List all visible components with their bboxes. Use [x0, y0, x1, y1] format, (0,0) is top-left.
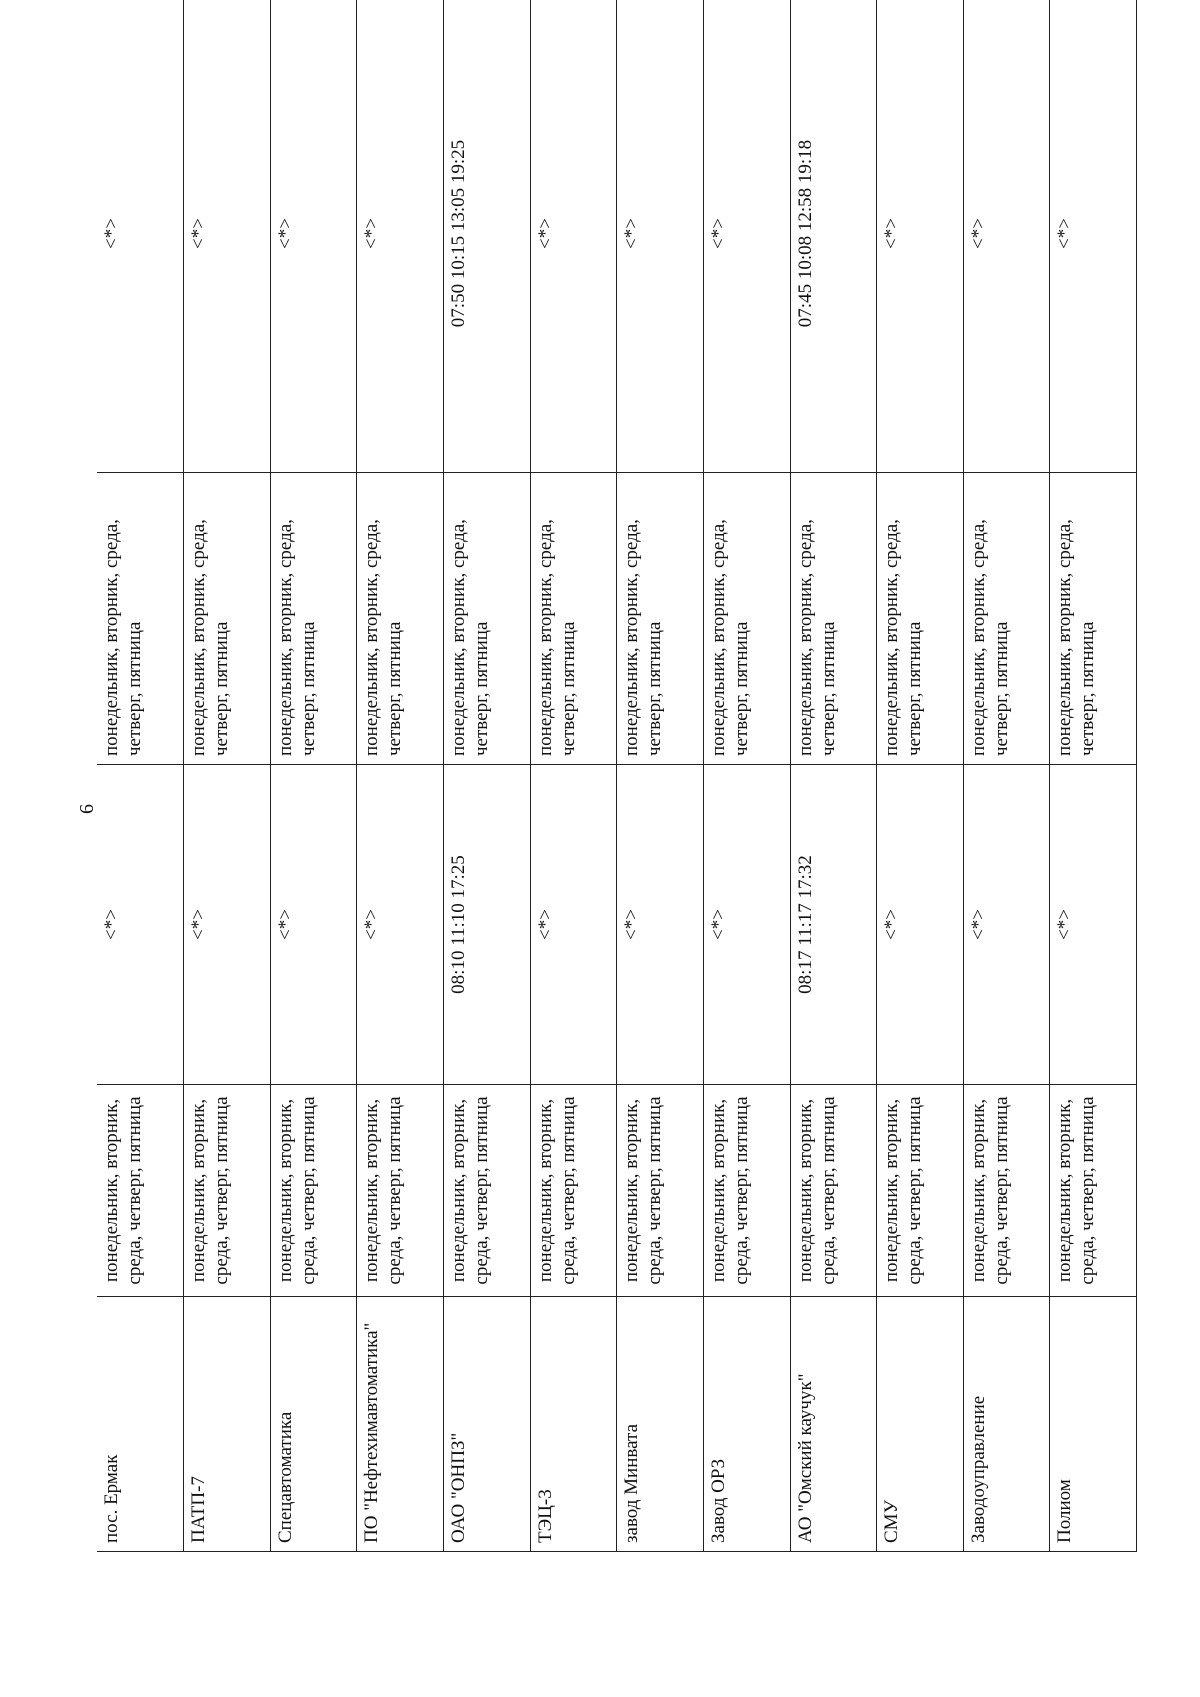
times-forward-cell: 08:10 11:10 17:25	[444, 765, 531, 1085]
days-return-cell: понедельник, вторник, среда, четверг, пятница	[444, 473, 531, 765]
stop-name-cell: ОАО "ОНПЗ"	[444, 1297, 531, 1552]
stop-name-cell: завод Минвата	[617, 1297, 704, 1552]
schedule-body	[97, 0, 1137, 1552]
days-forward-cell: понедельник, вторник, среда, четверг, пятница	[617, 1085, 704, 1297]
times-return-cell: <*>	[703, 0, 790, 473]
times-forward-cell: <*>	[97, 765, 184, 1085]
days-return-cell: понедельник, вторник, среда, четверг, пятница	[184, 473, 271, 765]
days-forward-cell: понедельник, вторник, среда, четверг, пятница	[184, 1085, 271, 1297]
days-forward-cell: понедельник, вторник, среда, четверг, пятница	[1050, 1085, 1137, 1297]
days-forward-cell: понедельник, вторник, среда, четверг, пятница	[963, 1085, 1050, 1297]
days-forward-cell: понедельник, вторник, среда, четверг, пятница	[270, 1085, 357, 1297]
times-forward-cell: <*>	[357, 765, 444, 1085]
days-forward-cell: понедельник, вторник, среда, четверг, пятница	[530, 1085, 617, 1297]
table-row	[97, 0, 184, 1552]
times-return-cell: 07:45 10:08 12:58 19:18	[790, 0, 877, 473]
times-return-cell: 07:50 10:15 13:05 19:25	[444, 0, 531, 473]
days-return-cell: понедельник, вторник, среда, четверг, пятница	[530, 473, 617, 765]
days-forward-cell: понедельник, вторник, среда, четверг, пятница	[703, 1085, 790, 1297]
days-forward-cell: понедельник, вторник, среда, четверг, пятница	[357, 1085, 444, 1297]
times-forward-cell: <*>	[963, 765, 1050, 1085]
stop-name-cell: АО "Омский каучук"	[790, 1297, 877, 1552]
times-forward-cell: <*>	[530, 765, 617, 1085]
days-return-cell: понедельник, вторник, среда, четверг, пятница	[963, 473, 1050, 765]
times-return-cell: <*>	[617, 0, 704, 473]
times-forward-cell: <*>	[1050, 765, 1137, 1085]
stop-name-cell: пос. Ермак	[97, 1297, 184, 1552]
days-forward-cell: понедельник, вторник, среда, четверг, пятница	[444, 1085, 531, 1297]
stop-name-cell: ПАТП-7	[184, 1297, 271, 1552]
days-return-cell: понедельник, вторник, среда, четверг, пятница	[270, 473, 357, 765]
times-forward-cell: 08:17 11:17 17:32	[790, 765, 877, 1085]
table-row	[530, 0, 617, 1552]
times-return-cell: <*>	[1050, 0, 1137, 473]
days-forward-cell: понедельник, вторник, среда, четверг, пятница	[877, 1085, 964, 1297]
days-return-cell: понедельник, вторник, среда, четверг, пятница	[357, 473, 444, 765]
times-return-cell: <*>	[357, 0, 444, 473]
schedule-rotated	[97, 80, 1137, 1552]
stop-name-cell: ПО "Нефтехимавтоматика"	[357, 1297, 444, 1552]
table-row	[703, 0, 790, 1552]
table-row	[790, 0, 877, 1552]
schedule-stage	[97, 80, 1137, 1552]
days-return-cell: понедельник, вторник, среда, четверг, пятница	[1050, 473, 1137, 765]
table-row	[617, 0, 704, 1552]
stop-name-cell: Полиом	[1050, 1297, 1137, 1552]
table-row	[184, 0, 271, 1552]
times-forward-cell: <*>	[703, 765, 790, 1085]
stop-name-cell: СМУ	[877, 1297, 964, 1552]
schedule-table	[97, 0, 1137, 1552]
times-forward-cell: <*>	[877, 765, 964, 1085]
days-return-cell: понедельник, вторник, среда, четверг, пятница	[703, 473, 790, 765]
times-return-cell: <*>	[530, 0, 617, 473]
stop-name-cell: ТЭЦ-3	[530, 1297, 617, 1552]
table-row	[1050, 0, 1137, 1552]
table-row	[270, 0, 357, 1552]
times-forward-cell: <*>	[270, 765, 357, 1085]
times-return-cell: <*>	[877, 0, 964, 473]
stop-name-cell: Заводоуправление	[963, 1297, 1050, 1552]
days-return-cell: понедельник, вторник, среда, четверг, пятница	[617, 473, 704, 765]
times-return-cell: <*>	[963, 0, 1050, 473]
times-forward-cell: <*>	[184, 765, 271, 1085]
table-row	[963, 0, 1050, 1552]
times-return-cell: <*>	[184, 0, 271, 473]
table-row	[877, 0, 964, 1552]
table-row	[357, 0, 444, 1552]
days-return-cell: понедельник, вторник, среда, четверг, пятница	[790, 473, 877, 765]
times-forward-cell: <*>	[617, 765, 704, 1085]
days-forward-cell: понедельник, вторник, среда, четверг, пятница	[790, 1085, 877, 1297]
table-row	[444, 0, 531, 1552]
stop-name-cell: Завод ОРЗ	[703, 1297, 790, 1552]
days-return-cell: понедельник, вторник, среда, четверг, пятница	[877, 473, 964, 765]
stop-name-cell: Спецавтоматика	[270, 1297, 357, 1552]
times-return-cell: <*>	[97, 0, 184, 473]
days-forward-cell: понедельник, вторник, среда, четверг, пятница	[97, 1085, 184, 1297]
days-return-cell: понедельник, вторник, среда, четверг, пятница	[97, 473, 184, 765]
page-number: 6	[76, 804, 98, 814]
times-return-cell: <*>	[270, 0, 357, 473]
